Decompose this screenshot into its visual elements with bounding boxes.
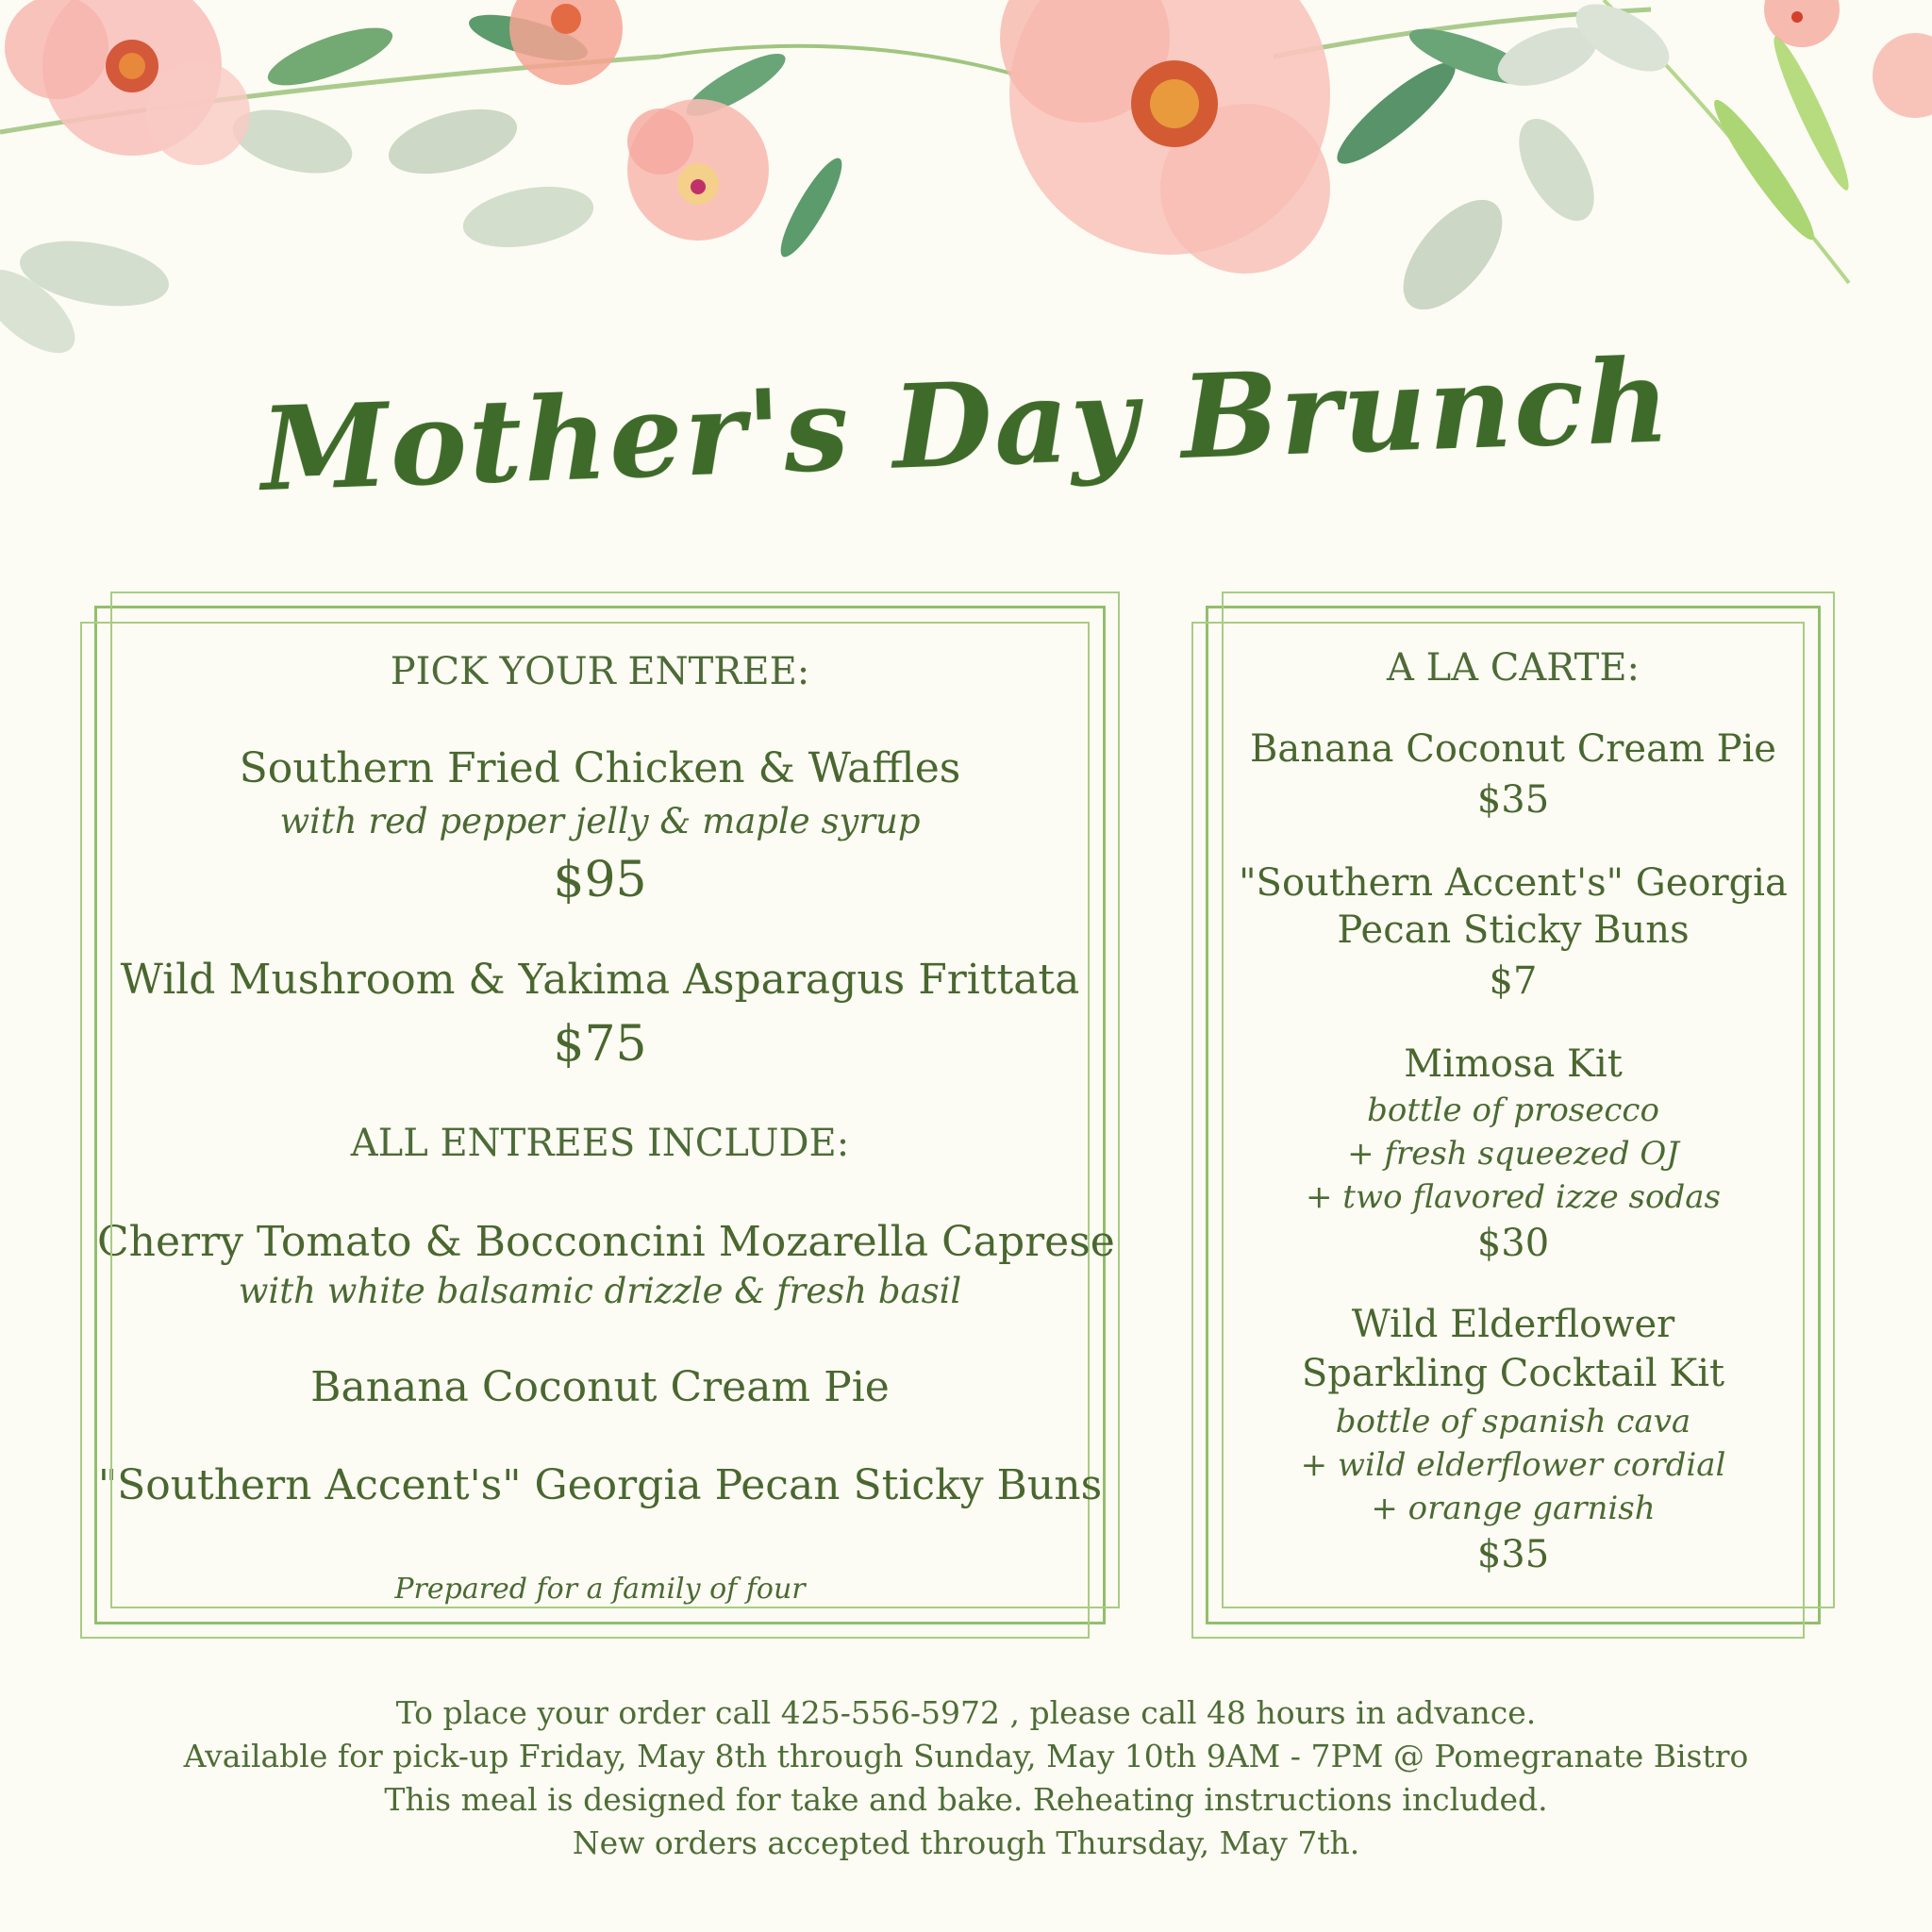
a-la-carte-item-description: + orange garnish [1371, 1490, 1656, 1527]
a-la-carte-item-description: bottle of spanish cava [1335, 1403, 1691, 1441]
footer-deadline-info: New orders accepted through Thursday, May 7th. [572, 1824, 1360, 1861]
included-item-name: Banana Coconut Cream Pie [310, 1363, 890, 1411]
a-la-carte-box [1206, 606, 1821, 1624]
entree-item-description: with red pepper jelly & maple syrup [279, 801, 921, 841]
included-item-description: with white balsamic drizzle & fresh basil [238, 1271, 962, 1311]
a-la-carte-item-name: Banana Coconut Cream Pie [1250, 727, 1776, 771]
a-la-carte-item-description: bottle of prosecco [1367, 1091, 1659, 1129]
a-la-carte-item-price: $35 [1476, 778, 1550, 822]
entree-item-price: $75 [553, 1016, 647, 1073]
includes-heading: ALL ENTREES INCLUDE: [350, 1122, 850, 1165]
a-la-carte-item-name: Mimosa Kit [1404, 1042, 1623, 1086]
a-la-carte-item-price: $35 [1476, 1533, 1550, 1576]
serving-note: Prepared for a family of four [394, 1573, 806, 1606]
included-item-name: "Southern Accent's" Georgia Pecan Sticky Buns [97, 1461, 1103, 1509]
entree-item-price: $95 [553, 852, 647, 908]
a-la-carte-item-name: Pecan Sticky Buns [1337, 908, 1690, 952]
a-la-carte-item-name: "Southern Accent's" Georgia [1239, 861, 1788, 905]
entree-item-name: Wild Mushroom & Yakima Asparagus Frittata [120, 956, 1080, 1004]
footer-order-info: To place your order call 425-556-5972 , please call 48 hours in advance. [395, 1694, 1537, 1731]
a-la-carte-item-name: Wild Elderflower [1351, 1303, 1675, 1346]
a-la-carte-item-description: + wild elderflower cordial [1300, 1446, 1726, 1484]
footer-pickup-info: Available for pick-up Friday, May 8th through Sunday, May 10th 9AM - 7PM @ Pomegranate Bistro [183, 1738, 1749, 1774]
a-la-carte-item-name: Sparkling Cocktail Kit [1301, 1352, 1725, 1395]
a-la-carte-item-description: + fresh squeezed OJ [1347, 1135, 1679, 1173]
floral-header-illustration [0, 0, 1932, 377]
entree-item-name: Southern Fried Chicken & Waffles [239, 744, 961, 792]
footer-reheating-info: This meal is designed for take and bake. Reheating instructions included. [384, 1781, 1548, 1818]
entree-menu-box [94, 606, 1115, 1624]
a-la-carte-item-price: $30 [1476, 1222, 1550, 1265]
page-title: Mother's Day Brunch [258, 331, 1674, 518]
a-la-carte-heading: A LA CARTE: [1386, 646, 1641, 690]
entree-heading: PICK YOUR ENTREE: [390, 650, 810, 693]
a-la-carte-item-price: $7 [1489, 959, 1538, 1003]
included-item-name: Cherry Tomato & Bocconcini Mozarella Caprese [97, 1218, 1115, 1266]
a-la-carte-item-description: + two flavored izze sodas [1306, 1178, 1721, 1216]
